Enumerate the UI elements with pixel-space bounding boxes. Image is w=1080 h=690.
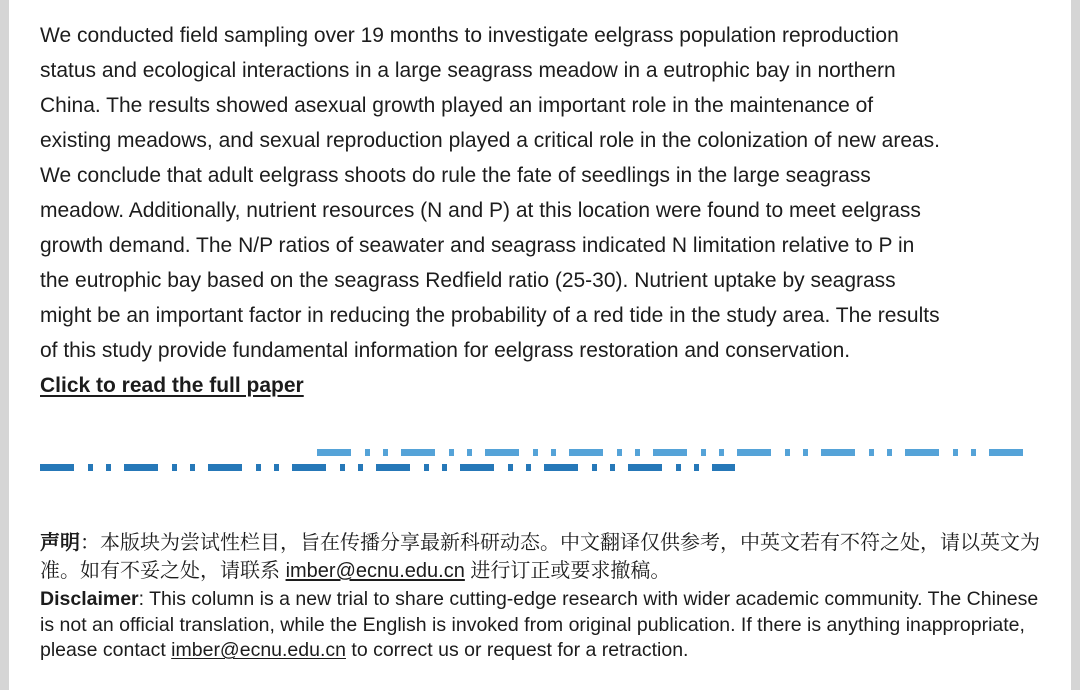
abstract-line: the eutrophic bay based on the seagrass Redfield ratio (25-30). Nutrient uptake by seagrass [40,269,896,292]
abstract-line: growth demand. The N/P ratios of seawater and seagrass indicated N limitation relative to P in [40,234,915,257]
disclaimer-label: Disclaimer [40,588,139,610]
abstract-paragraph [40,18,1040,368]
divider-lower-line [40,464,735,471]
dashed-divider [40,449,1040,471]
email-link[interactable]: imber@ecnu.edu.cn [171,639,346,661]
divider-upper-line [317,449,1024,456]
page-right-margin [1071,0,1080,690]
disclaimer-text: 进行订正或要求撤稿。 [464,560,671,582]
abstract-line: existing meadows, and sexual reproduction played a critical role in the colonization of new areas. [40,129,941,152]
abstract-line: of this study provide fundamental information for eelgrass restoration and conservation. [40,339,851,362]
abstract-line: China. The results showed asexual growth played an important role in the maintenance of [40,94,874,117]
abstract-line: might be an important factor in reducing the probability of a red tide in the study area. The results [40,304,940,327]
disclaimer-chinese [40,529,1040,585]
abstract-line: We conclude that adult eelgrass shoots do rule the fate of seedlings in the large seagrass [40,164,871,187]
email-link[interactable]: imber@ecnu.edu.cn [285,560,465,582]
disclaimer-text: to correct us or request for a retraction. [345,639,689,661]
page-left-margin [0,0,9,690]
disclaimer-text: : This column is a new trial to share cutting-edge research with wider academic community. The Chinese is not an official translation, while the English is invoked from original publication. If there is anything inappropriate, please contact [40,588,1039,661]
disclaimer-text: ：本版块为尝试性栏目，旨在传播分享最新科研动态。中文翻译仅供参考，中英文若有不符之处，请以英文为准。如有不妥之处，请联系 [40,532,1040,582]
abstract-line: status and ecological interactions in a large seagrass meadow in a eutrophic bay in northern [40,59,896,82]
article-page [9,0,1071,690]
disclaimer-label: 声明 [40,532,80,554]
abstract-line: meadow. Additionally, nutrient resources (N and P) at this location were found to meet eelgrass [40,199,921,222]
abstract-line: We conducted field sampling over 19 months to investigate eelgrass population reproduction [40,24,899,47]
disclaimer-english [40,587,1040,664]
read-full-paper-link[interactable]: Click to read the full paper [40,374,304,397]
